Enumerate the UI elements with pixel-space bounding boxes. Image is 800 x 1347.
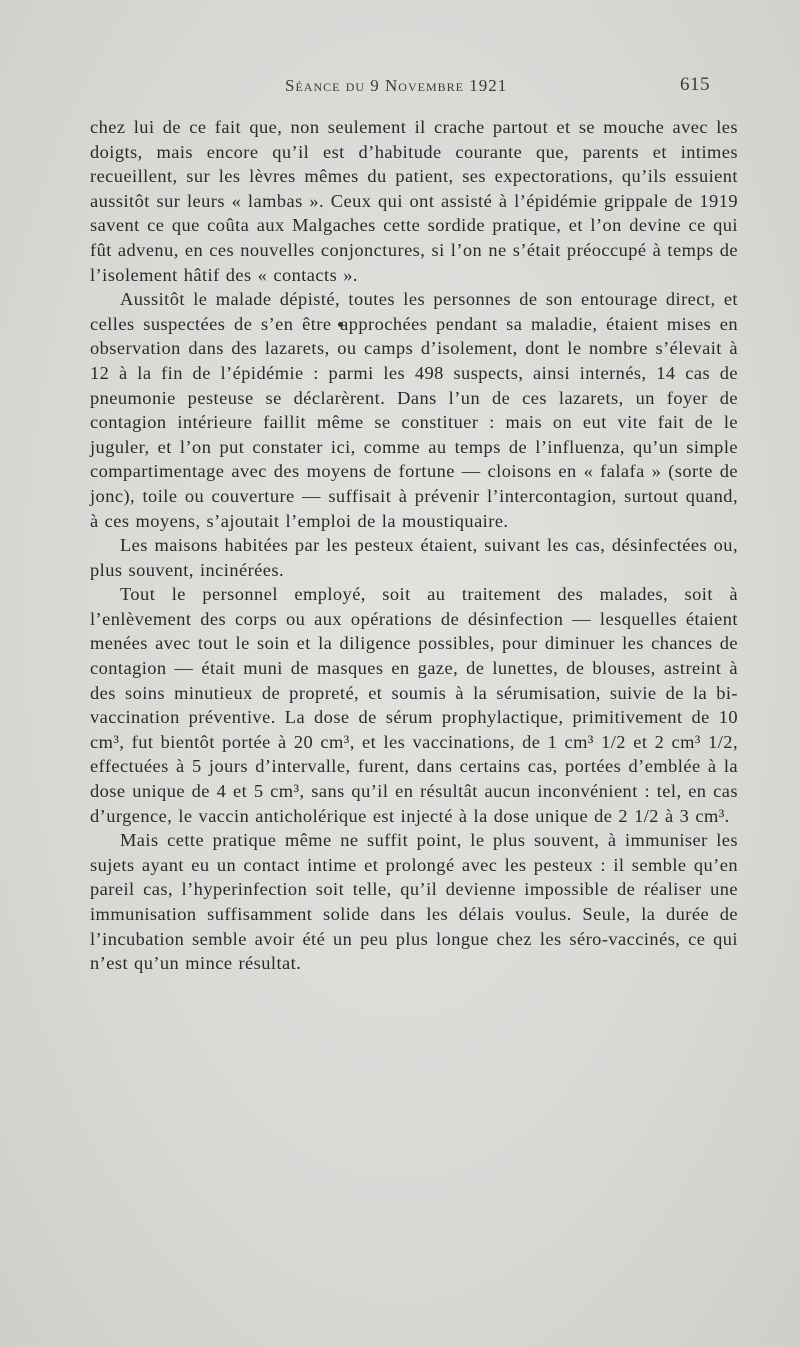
paragraph: Mais cette pratique même ne suffit point, le plus souvent, à immuniser les sujets ayant eu un contact intime et prolongé avec les pesteux : il semble qu’en pareil cas, l’hyperinfection soit telle, qu’il devienne impossible de réaliser une immunisation suffisamment solide dans les délais voulus. Seule, la durée de l’incubation semble avoir été un peu plus longue chez les séro-vaccinés, ce qui n’est qu’un mince résultat.	[90, 830, 738, 974]
page-number: 615	[680, 74, 710, 95]
paragraph: Tout le personnel employé, soit au traitement des malades, soit à l’enlèvement des corps ou aux opérations de désinfection — lesquelles étaient menées avec tout le soin et la diligence possibles, pour diminuer les chances de contagion — était muni de masques en gaze, de lunettes, de blouses, astreint à des soins minutieux de propreté, et soumis à la sérumisation, suivie de la bi-vaccination préventive. La dose de sérum prophylactique, primitivement de 10 cm³, fut bientôt portée à 20 cm³, et les vaccinations, de 1 cm³ 1/2 et 2 cm³ 1/2, effectuées à 5 jours d’intervalle, furent, dans certains cas, portées d’emblée à la dose unique de 4 et 5 cm³, sans qu’il en résultât aucun inconvénient : tel, en cas d’urgence, le vaccin anticholérique est injecté à la dose unique de 2 1/2 à 3 cm³.	[90, 584, 738, 826]
paragraph: chez lui de ce fait que, non seulement il crache partout et se mouche avec les doigts, mais encore qu’il est d’habitude courante que, parents et intimes recueillent, sur les lèvres mêmes du patient, ses expectorations, qu’ils essuient aussitôt sur leurs « lambas ». Ceux qui ont assisté à l’épidémie grippale de 1919 savent ce que coûta aux Malgaches cette sordide pratique, et l’on devine ce qui fût advenu, en ces nouvelles conjonctures, si l’on ne s’était préoccupé à temps de l’isolement hâtif des « contacts ».	[90, 117, 738, 285]
body-text	[90, 115, 738, 976]
paragraph: Les maisons habitées par les pesteux étaient, suivant les cas, désinfectées ou, plus souvent, incinérées.	[90, 535, 738, 580]
running-title: Séance du 9 Novembre 1921	[285, 76, 508, 95]
running-head	[0, 70, 800, 100]
paragraph: Aussitôt le malade dépisté, toutes les personnes de son entourage direct, et celles suspectées de s’en être approchées pendant sa maladie, étaient mises en observation dans des lazarets, ou camps d’isolement, dont le nombre s’élevait à 12 à la fin de l’épidémie : parmi les 498 suspects, ainsi internés, 14 cas de pneumonie pesteuse se déclarèrent. Dans l’un de ces lazarets, un foyer de contagion intérieure faillit même se constituer : mais on eut vite fait de le juguler, et l’on put constater ici, comme au temps de l’influenza, qu’un simple compartimentage avec des moyens de fortune — cloisons en « falafa » (sorte de jonc), toile ou couverture — suffisait à prévenir l’intercontagion, surtout quand, à ces moyens, s’ajoutait l’emploi de la moustiquaire.	[90, 289, 738, 531]
